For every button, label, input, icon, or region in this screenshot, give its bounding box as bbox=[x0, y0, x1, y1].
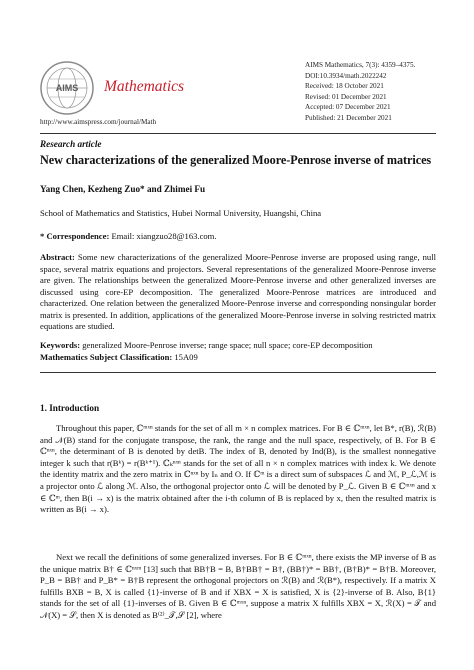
abstract-divider bbox=[40, 372, 436, 373]
affiliation: School of Mathematics and Statistics, Hubei Normal University, Huangshi, China bbox=[40, 208, 322, 218]
correspondence-email: Email: xiangzuo28@163.com. bbox=[109, 231, 217, 241]
header-divider bbox=[40, 133, 436, 134]
abstract bbox=[40, 252, 436, 333]
publication-info bbox=[305, 60, 415, 124]
keywords-text: generalized Moore-Penrose inverse; range space; null space; core-EP decomposition bbox=[80, 340, 373, 350]
svg-text:AIMS: AIMS bbox=[55, 83, 79, 93]
intro-paragraph-1 bbox=[40, 423, 436, 516]
abstract-text: Some new characterizations of the generalized Moore-Penrose inverse are proposed using range, null space, several matrix equations and projectors. Several representations of the generalized Moore-Penrose inverse are given. The relationships between the generalized Moore-Penrose inverse and other generalized inverses are discussed using core-EP decomposition. The generalized Moore-Penrose matrices are introduced and characterized. One relation between the generalized Moore-Penrose inverse and corresponding nonsingular border matrix is presented. In addition, applications of the generalized Moore-Penrose inverse in solving restricted matrix equations are studied. bbox=[40, 252, 436, 331]
citation: AIMS Mathematics, 7(3): 4359–4375. bbox=[305, 61, 416, 69]
aims-logo-icon bbox=[39, 60, 95, 116]
section-heading-introduction: 1. Introduction bbox=[40, 403, 100, 413]
msc-code: 15A09 bbox=[172, 352, 198, 362]
article-type: Research article bbox=[40, 139, 102, 149]
keywords bbox=[40, 340, 373, 352]
journal-url-link[interactable]: http://www.aimspress.com/journal/Math bbox=[40, 118, 157, 126]
accepted-date: Accepted: 07 December 2021 bbox=[305, 103, 391, 112]
paper-title: New characterizations of the generalized Moore-Penrose inverse of matrices bbox=[40, 153, 432, 167]
revised-date: Revised: 01 December 2021 bbox=[305, 92, 387, 101]
journal-name: Mathematics bbox=[104, 78, 185, 95]
doi: DOI:10.3934/math.2022242 bbox=[305, 71, 387, 80]
author-list: Yang Chen, Kezheng Zuo* and Zhimei Fu bbox=[40, 184, 206, 194]
paragraph-text: Throughout this paper, ℂᵐˣⁿ stands for the set of all m × n complex matrices. For B ∈ ℂᵐˣⁿ, let B*, r(B), ℛ(B) and 𝒩(B) stand for the conjugate transpose, the rank, the range and the null space, respectively, of B. For B ∈ ℂⁿˣⁿ, the determinant of B is denoted by detB. The index of B, denoted by Ind(B), is the smallest nonnegative integer k such that r(Bᵏ) = r(Bᵏ⁺¹). ℂₖⁿˣⁿ stands for the set of all n × n complex matrices with index k. We denote the identity matrix and the zero matrix in ℂⁿˣⁿ by Iₙ and O. If ℂᵐ is a direct sum of subspaces ℒ and ℳ, P_ℒ,ℳ is a projector onto ℒ along ℳ. Also, the orthogonal projector onto ℒ will be denoted by P_ℒ. Given B ∈ ℂᵐˣⁿ and x ∈ ℂᵐ, then B(i → x) is the matrix obtained after the i-th column of B is replaced by x, then the resulted matrix is written as B(i → x). bbox=[40, 423, 436, 515]
paragraph-text: Next we recall the definitions of some generalized inverses. For B ∈ ℂᵐˣⁿ, there exists the MP inverse of B as the unique matrix B† ∈ ℂⁿˣᵐ [13] such that BB†B = B, B†BB† = B†, (BB†)* = BB†, (B†B)* = B†B. Moreover, P_B = BB† and P_B* = B†B represent the orthogonal projectors on ℛ(B) and ℛ(B*), respectively. If a matrix X fulfills BXB = B, X is called {1}-inverse of B and if XBX = X is satisfied, X is {2}-inverse of B. Also, B{1} stands for the set of all {1}-inverses of B. Given B ∈ ℂᵐˣⁿ, suppose a matrix X fulfills XBX = X, ℛ(X) = 𝒯 and 𝒩(X) = 𝒮, then X is denoted as B⁽²⁾_𝒯,𝒮 [2], where bbox=[40, 552, 436, 620]
keywords-label: Keywords: bbox=[40, 340, 81, 350]
published-date: Published: 21 December 2021 bbox=[305, 113, 392, 122]
msc-label: Mathematics Subject Classification: bbox=[40, 352, 173, 362]
correspondence bbox=[40, 231, 217, 241]
subject-classification bbox=[40, 352, 198, 362]
received-date: Received: 18 October 2021 bbox=[305, 82, 384, 91]
abstract-label: Abstract: bbox=[40, 252, 75, 262]
intro-paragraph-2 bbox=[40, 552, 436, 622]
correspondence-label: * Correspondence: bbox=[40, 231, 110, 241]
